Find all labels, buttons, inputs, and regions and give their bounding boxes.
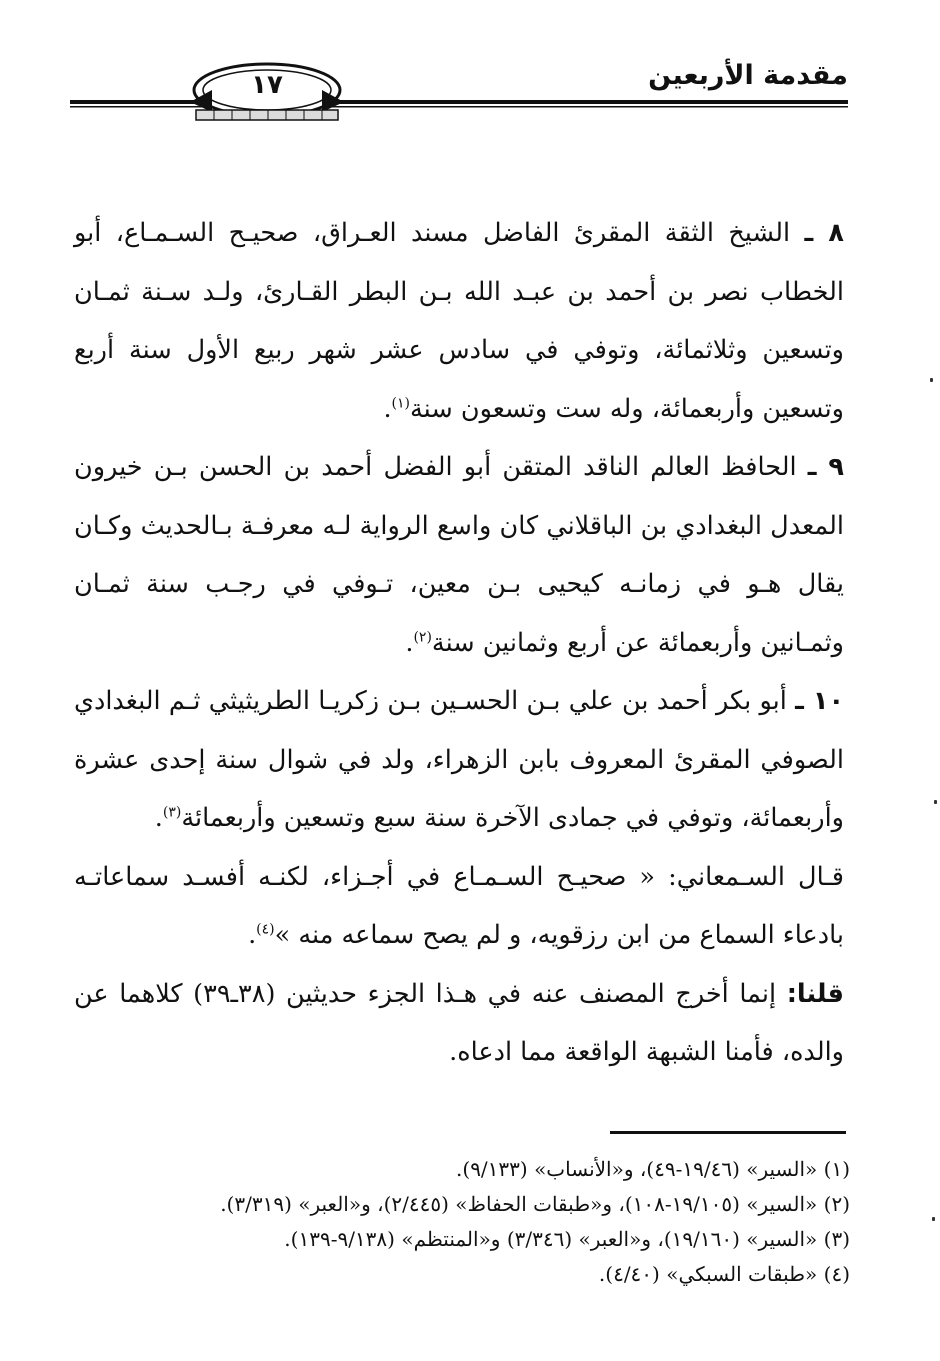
scan-speck [930, 378, 933, 382]
page-number: ١٧ [251, 70, 283, 100]
footnotes [74, 1152, 850, 1292]
footnote-ref: (٢) [413, 629, 432, 645]
footnote-2: (٢) «السير» (١٩/١٠٥-١٠٨)، و«طبقات الحفاظ» (٢/٤٤٥)، و«العبر» (٣/٣١٩). [220, 1192, 850, 1216]
footnote-ref: (٣) [162, 804, 182, 821]
footnote-ref: (١) [391, 395, 411, 411]
item-number: ٩ ـ [807, 452, 844, 482]
scan-speck [934, 800, 937, 804]
footnote-separator [610, 1131, 846, 1134]
footnote-ref: (٤) [256, 921, 275, 938]
paragraph-text: إنما أخرج المصنف عنه في هـذا الجزء حديثين (٣٨ـ٣٩) كلاهما عن والده، فأمنا الشبهة الواقعة مما ادعاه. [74, 978, 844, 1067]
note-label: قلنا: [786, 978, 844, 1009]
paragraph-9: ٩ ـ الحافظ العالم الناقد المتقن أبو الفضل أحمد بن الحسن بـن خيرون المعدل البغدادي بن الباقلاني كان واسع الرواية لـه معرفـة بـالحديث وكـان يقال هـو في زمانـه كيحيى بـن معين، تـوفي في رجـب سنة ثمـان وثمـانين وأربعمائة عن أربع وثمانين سنة$^{(٢)}$. [74, 452, 844, 658]
item-number: ٨ ـ [804, 218, 844, 248]
header-ornament [0, 50, 940, 140]
item-number: ١٠ ـ [795, 686, 845, 716]
running-head-title: مقدمة الأربعين [648, 60, 848, 91]
ornament-band [196, 110, 338, 120]
paragraph-text: الشيخ الثقة المقرئ الفاضل مسند العـراق، صحيـح السـمـاع، أبو الخطاب نصر بن أحمد بن عبـد الله بـن البطر القـارئ، ولـد سـنة ثمـان وتسعين وثلاثمائة، وتوفي في سادس عشر شهر ربيع الأول سنة أربع وتسعين وأربعمائة، وله ست وتسعون سنة [74, 218, 844, 424]
paragraph-text: أبو بكر أحمد بن علي بـن الحسـين بـن زكريـا الطريثيثي ثـم البغدادي الصوفي المقرئ المعروف بابن الزهراء، ولد في شوال سنة إحدى عشرة وأربعمائة، وتوفي في جمادى الآخرة سنة سبع وتسعين وأربعمائة [74, 686, 844, 833]
paragraph-text: قـال السـمعاني: « صحيـح السـمـاع في أجـزاء، لكنـه أفسـد سماعاتـه بادعاء السماع من ابن رزقويه، و لم يصح سماعه منه » [74, 861, 844, 950]
paragraph-text: الحافظ العالم الناقد المتقن أبو الفضل أحمد بن الحسن بـن خيرون المعدل البغدادي بن الباقلاني كان واسع الرواية لـه معرفـة بـالحديث وكـان يقال هـو في زمانـه كيحيى بـن معين، تـوفي في رجـب سنة ثمـان وثمـانين وأربعمائة عن أربع وثمانين سنة [74, 452, 844, 658]
paragraph-note [74, 965, 844, 1082]
footnote-4: (٤) «طبقات السبكي» (٤/٤٠). [598, 1262, 850, 1286]
scan-speck [932, 1217, 935, 1221]
footnote-1: (١) «السير» (١٩/٤٦-٤٩)، و«الأنساب» (٩/١٣٣). [456, 1157, 850, 1181]
paragraph-10: ١٠ ـ أبو بكر أحمد بن علي بـن الحسـين بـن زكريـا الطريثيثي ثـم البغدادي الصوفي المقرئ المعروف بابن الزهراء، ولد في شوال سنة إحدى عشرة وأربعمائة، وتوفي في جمادى الآخرة سنة سبع وتسعين وأربعمائة$^{(٣)}$. [74, 686, 845, 833]
paragraph-8: ٨ ـ الشيخ الثقة المقرئ الفاضل مسند العـراق، صحيـح السـمـاع، أبو الخطاب نصر بن أحمد بن عبـد الله بـن البطر القـارئ، ولـد سـنة ثمـان وتسعين وثلاثمائة، وتوفي في سادس عشر شهر ربيع الأول سنة أربع وتسعين وأربعمائة، وله ست وتسعون سنة$^{(١)}$. [74, 218, 844, 424]
footnote-3: (٣) «السير» (١٩/١٦٠)، و«العبر» (٣/٣٤٦) و«المنتظم» (٩/١٣٨-١٣٩). [284, 1227, 850, 1251]
paragraph-quote: قـال السـمعاني: « صحيـح السـمـاع في أجـزاء، لكنـه أفسـد سماعاتـه بادعاء السماع من ابن رزقويه، و لم يصح سماعه منه »$^{(٤)}$. [74, 861, 844, 950]
main-text [74, 204, 844, 1082]
header-rule-line [70, 100, 848, 104]
